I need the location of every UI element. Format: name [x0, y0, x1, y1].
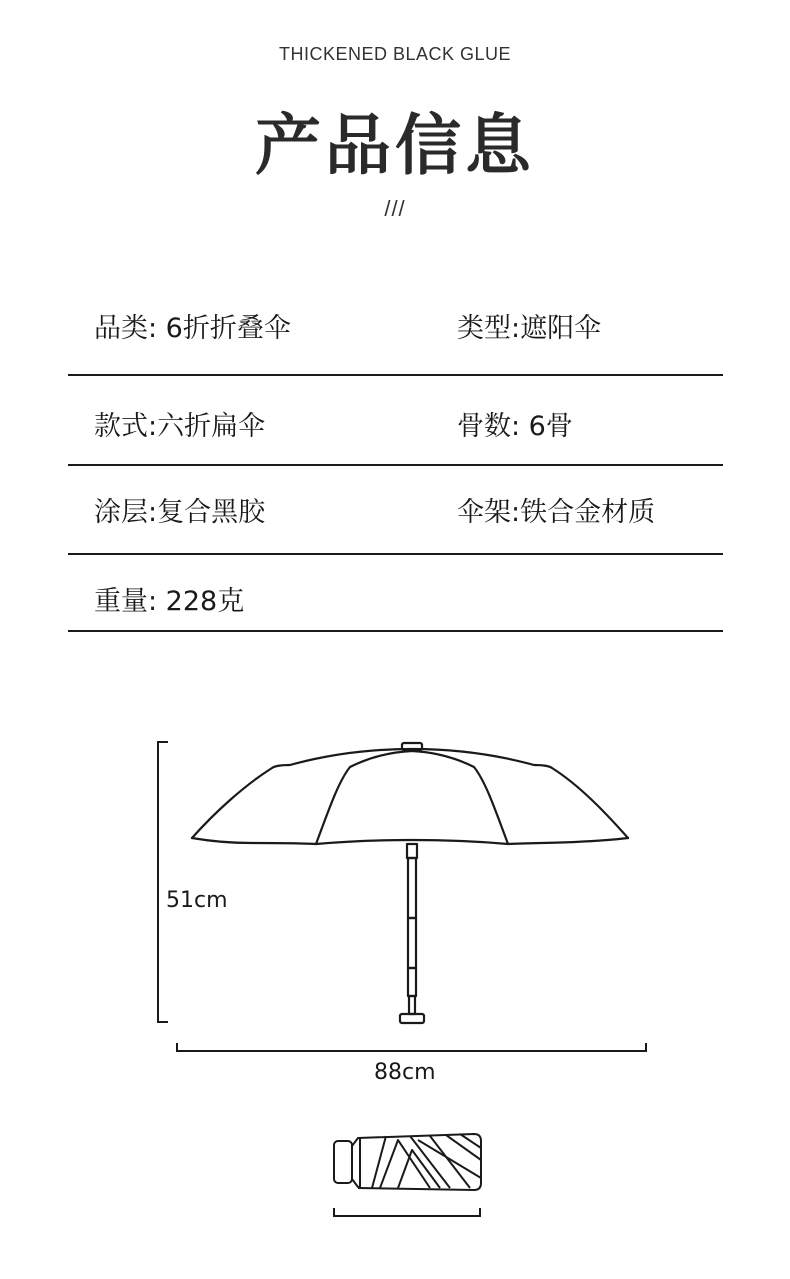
spec-coating: 涂层:复合黑胶	[94, 497, 266, 528]
subtitle: THICKENED BLACK GLUE	[278, 44, 512, 64]
title-decoration: ///	[384, 196, 406, 221]
spec-category: 品类: 6折折叠伞	[94, 313, 291, 344]
folded-umbrella-icon	[334, 1134, 481, 1190]
folded-length-dimension-line	[334, 1208, 480, 1216]
height-dimension-line	[158, 742, 168, 1022]
spec-frame: 伞架:铁合金材质	[457, 497, 656, 528]
spec-type: 类型:遮阳伞	[457, 313, 602, 344]
open-umbrella-icon	[192, 743, 628, 1023]
page-title: 产品信息	[255, 107, 535, 184]
width-label: 88cm	[374, 1060, 436, 1085]
spec-weight: 重量: 228克	[94, 586, 245, 617]
spec-ribs: 骨数: 6骨	[457, 411, 573, 442]
width-dimension-line	[177, 1043, 646, 1051]
spec-style: 款式:六折扁伞	[94, 411, 266, 442]
height-label: 51cm	[166, 888, 228, 913]
